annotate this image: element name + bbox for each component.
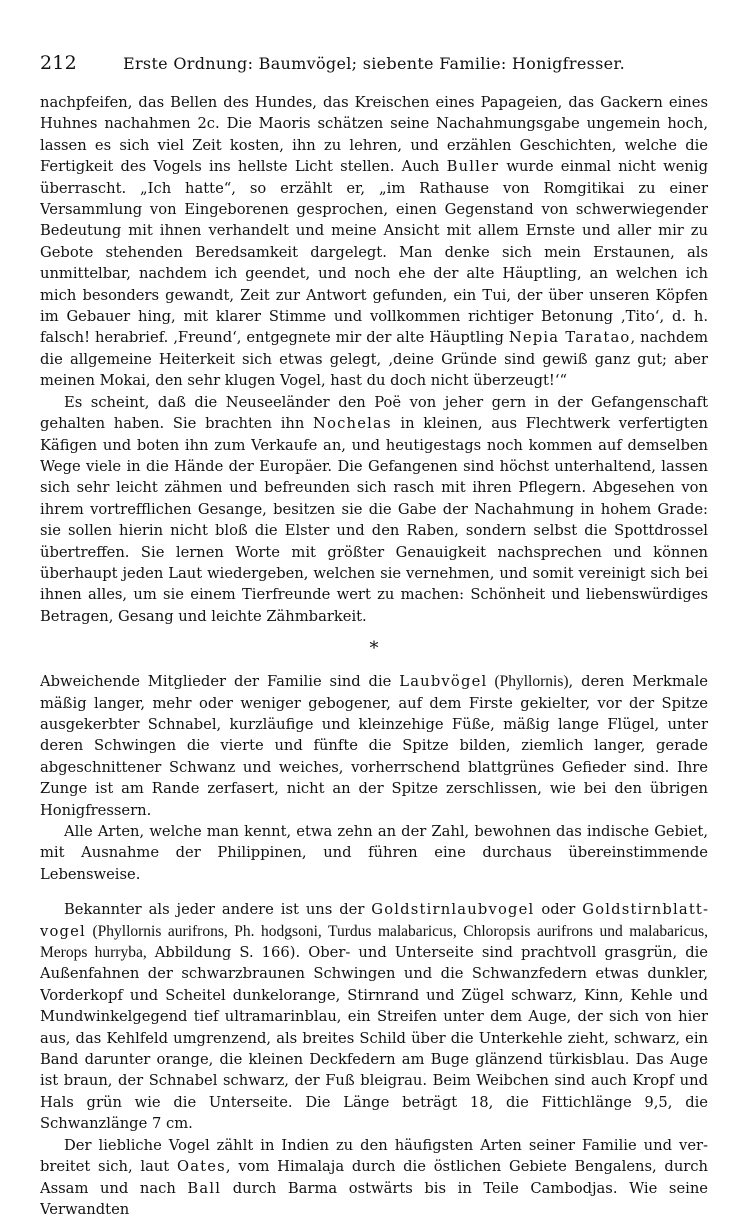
latin-names: (Phyllornis aurifrons, Ph. hodgsoni, Turdus malabaricus, Chloropsis aurifrons und malabaricus, Merops hurryba, (40, 922, 708, 962)
section-separator: * (369, 638, 379, 660)
term-goldstirnblattvogel: Goldstirnblattvogel (40, 901, 708, 940)
paragraph-laubvoegel (40, 671, 708, 821)
paragraph-captivity (40, 392, 708, 627)
body-text (40, 92, 708, 1220)
text-span: , deren Merkmale mäßig langer, mehr oder weniger gebogener, auf dem Firste gekielter, vor der Spitze ausgekerbter Schnabel, kurzläufige und kleinzehige Füße, mäßig lange Flügel, unter deren Schwingen die vierte und fünfte die Spitze bilden, ziemlich langer, gerade abgeschnittener Schwanz und weiches, vorherrschend blattgrünes Gefieder sind. Ihre Zunge ist am Rande zerfasert, nicht an der Spitze zerschlissen, wie bei den übrigen Honigfressern. (40, 673, 708, 819)
paragraph-goldstirnlaubvogel (40, 899, 708, 1134)
name-nepia-taratao: Nepia Taratao (508, 329, 631, 347)
paragraph-gap (40, 885, 708, 899)
page-number: 212 (40, 52, 77, 74)
paragraph-tui-mimicry (40, 92, 708, 392)
text-span: wurde einmal nicht wenig überrascht. „Ich hatte“, so erzählt er, „im Rathause von Romgitikai zu einer Versammlung von Eingeborenen gesprochen, einen Gegenstand von schwerwiegender Bedeutung mit ihnen verhandelt und meine Ansicht mit allem Ernste und aller mir zu Gebote stehenden Beredsamkeit dargelegt. Man denke sich mein Erstaunen, als unmittelbar, nachdem ich geendet, und noch ehe der alte Häuptling, an welchen ich mich besonders gewandt, Zeit zur Antwort gefunden, ein Tui, der über unseren Köpfen im Gebauer hing, mit klarer Stimme und vollkommen richtiger Betonung ‚Tito‘, d. h. falsch! herabrief. ‚Freund‘, entgegnete mir der alte Häuptling (40, 158, 708, 347)
paragraph-range (40, 1135, 708, 1220)
text-span: durch Barma ostwärts bis in Teile Cambodjas. Wie seine Verwandten (40, 1179, 708, 1218)
text-span: Abbildung S. 166). Ober- und Unterseite sind prachtvoll grasgrün, die Außenfahnen der schwarzbraunen Schwingen und die Schwanzfedern etwas dunkler, Vorderkopf und Scheitel dunkelorange, Stirnrand und Zügel schwarz, Kinn, Kehle und Mundwinkelgegend tief ultramarinblau, ein Streifen unter dem Auge, der sich von hier aus, das Kehlfeld umgrenzend, als breites Schild über die Unterkehle zieht, schwarz, ein Band darunter orange, die kleinen Deckfedern am Buge glänzend türkisblau. Das Auge ist braun, der Schnabel schwarz, der Fuß bleigrau. Beim Weibchen sind auch Kropf und Hals grün wie die Unterseite. Die Länge beträgt 18, die Fittichlänge 9,5, die Schwanzlänge 7 cm. (40, 944, 708, 1133)
text-span: Der liebliche Vogel zählt in Indien zu den häufigsten Arten seiner Familie und verbreitet sich, laut (40, 1136, 708, 1176)
name-ball: Ball (187, 1179, 222, 1197)
running-head: Erste Ordnung: Baumvögel; siebente Familie: Honigfresser. (123, 54, 625, 73)
text-span: Alle Arten, welche man kennt, etwa zehn an der Zahl, bewohnen das indische Gebiet, mit Ausnahme der Philippinen, und führen eine durchaus übereinstimmende Lebensweise. (40, 823, 708, 883)
text-span: Bekannter als jeder andere ist uns der (64, 901, 372, 919)
text-span: Es scheint, daß die Neuseeländer den Poë von jeher gern in der Gefangenschaft gehalten haben. Sie brachten ihn (40, 393, 708, 433)
name-buller: Buller (446, 158, 500, 176)
text-span: , vom Himalaja durch die östlichen Gebiete Bengalens, durch Assam und nach (40, 1158, 708, 1197)
text-span: nachpfeifen, das Bellen des Hundes, das Kreischen eines Papageien, das Gackern eines Huhnes nachahmen 2c. Die Maoris schätzen seine Nachahmungsgabe ungemein hoch, lassen es sich viel Zeit kosten, ihn zu lehren, und erzählen Geschichten, welche die Fertigkeit des Vogels ins hellste Licht stellen. Auch (40, 94, 708, 176)
latin-name: (Phyllornis) (487, 673, 569, 691)
text-span: Abweichende Mitglieder der Familie sind die (40, 673, 400, 691)
text-span: in kleinen, aus Flechtwerk verfertigten Käfigen und boten ihn zum Verkaufe an, und heutigestags noch kommen auf demselben Wege viele in die Hände der Europäer. Die Gefangenen sind höchst unterhaltend, lassen sich sehr leicht zähmen und befreunden sich rasch mit ihren Pflegern. Abgesehen von ihrem vortrefflichen Gesange, besitzen sie die Gabe der Nachahmung in hohem Grade: sie sollen hierin nicht bloß die Elster und den Raben, sondern selbst die Spottdrossel übertreffen. Sie lernen Worte mit größter Genauigkeit nachsprechen und können überhaupt jeden Laut wiedergeben, welchen sie vernehmen, und somit vereinigt sich bei ihnen alles, um sie einem Tierfreunde wert zu machen: Schönheit und liebenswürdiges Betragen, Gesang und leichte Zähmbarkeit. (40, 415, 708, 625)
name-nochelas: Nochelas (313, 415, 392, 433)
page-header (40, 52, 708, 80)
paragraph-distribution (40, 821, 708, 885)
text-span: , nachdem die allgemeine Heiterkeit sich etwas gelegt, ‚deine Gründe sind gewiß ganz gut; aber meinen Mokai, den sehr klugen Vogel, hast du doch nicht überzeugt!‘“ (40, 329, 708, 390)
term-goldstirnlaubvogel: Goldstirnlaubvogel (371, 901, 535, 919)
name-oates: Oates (176, 1158, 226, 1176)
text-span: oder (534, 901, 583, 919)
term-laubvoegel: Laubvögel (399, 673, 488, 691)
